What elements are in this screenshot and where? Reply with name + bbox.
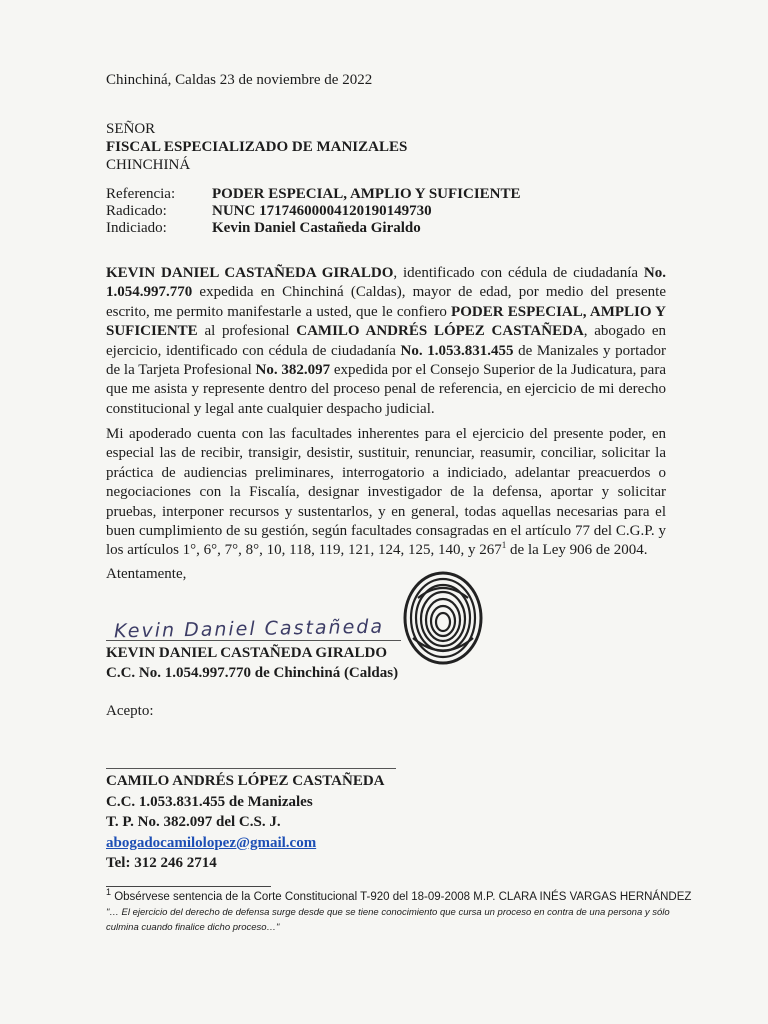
reference-block [106,186,521,237]
paragraph-text: de Manizales y portador de la Tarjeta Profesional [106,342,666,379]
paragraph-text: , identificado con cédula de ciudadanía [393,265,644,281]
closing-text: Atentamente, [106,566,187,582]
paragraph-text: expedida en Chinchiná (Caldas), mayor de edad, por medio del presente escrito, me permito manifestarle a usted, que le confiero [106,284,666,320]
signer-name: KEVIN DANIEL CASTAÑEDA GIRALDO [106,645,388,661]
attorney-card: No. 382.097 [255,362,331,379]
footnote [106,887,702,935]
body-paragraph-1 [106,264,666,419]
indiciado-value: Kevin Daniel Castañeda Giraldo [212,220,421,236]
attorney-full-name: CAMILO ANDRÉS LÓPEZ CASTAÑEDA [106,773,385,789]
grantor-id: No. 1.054.997.770 [106,265,667,301]
reference-label: Referencia: [106,186,176,202]
attorney-phone: Tel: 312 246 2714 [106,855,217,871]
grantor-name: KEVIN DANIEL CASTAÑEDA GIRALDO [106,265,394,281]
paragraph-text: al profesional [197,323,297,340]
reference-row [106,186,521,203]
attorney-id: No. 1.053.831.455 [400,342,514,359]
addressee-salutation: SEÑOR [106,121,156,137]
footnote-number: 1 [106,887,112,898]
signer-block [106,643,398,683]
footnote-reference: 1 [501,540,507,551]
addressee-block [106,120,407,174]
radicado-value: NUNC 17174600004120190149730 [212,203,432,219]
paragraph-text: de la Ley 906 de 2004. [506,542,648,559]
paragraph-text: Mi apoderado cuenta con las facultades inherentes para el ejercicio del presente poder, en especial las de recibir, transigir, desistir, sustituir, renunciar, reasumir, conciliar, solicitar la práctica de audiencias preliminares, interrogatorio a indiciado, adelantar preacuerdos o negociaciones con la Fiscalía, designar investigador de la defensa, aportar y solicitar pruebas, interponer recursos y sustentarlos, y en general, todas aquellas necesarias para el buen cumplimiento de su gestión, según facultades consagradas en el artículo 77 del C.G.P. y los artículos 1°, 6°, 7°, 8°, 10, 118, 119, 121, 124, 125, 140, y 267 [106,426,666,559]
reference-value: PODER ESPECIAL, AMPLIO Y SUFICIENTE [212,186,521,202]
attorney-cedula: C.C. 1.053.831.455 de Manizales [106,793,313,810]
acceptance-label: Acepto: [106,703,154,719]
handwritten-signature: Kevin Daniel Castañeda [113,615,385,643]
body-paragraph-2 [106,425,666,561]
radicado-label: Radicado: [106,203,167,219]
addressee-title: FISCAL ESPECIALIZADO DE MANIZALES [106,139,408,155]
addressee-city: CHINCHINÁ [106,157,191,173]
date-line: Chinchiná, Caldas 23 de noviembre de 2022 [106,72,373,88]
fingerprint-image [398,568,488,668]
paragraph-text: , abogado en ejercicio, identificado con cédula de ciudadanía [106,323,667,359]
indiciado-row [106,220,521,237]
acceptance-signature-line [106,768,396,769]
paragraph-text: expedida por el Consejo Superior de la Judicatura, para que me asista y represente dentro del proceso penal de referencia, en ejercicio de mi derecho constitucional y legal ante cualquier despacho judicial. [106,362,666,417]
attorney-email-link[interactable]: abogadocamilolopez@gmail.com [106,834,317,851]
power-type: PODER ESPECIAL, AMPLIO Y SUFICIENTE [106,303,666,340]
attorney-professional-card: T. P. No. 382.097 del C.S. J. [106,814,281,830]
footnote-quote: "… El ejercicio del derecho de defensa surge desde que se tiene conocimiento que cursa un proceso en contra de una persona y sólo culmina cuando finalice dicho proceso…" [106,907,670,933]
signature-line [106,640,401,641]
radicado-row [106,203,521,220]
attorney-block [106,771,385,874]
footnote-text: Obsérvese sentencia de la Corte Constitucional T-920 del 18-09-2008 M.P. CLARA INÉS VARGAS HERNÁNDEZ [111,891,692,903]
indiciado-label: Indiciado: [106,220,167,236]
signer-id: C.C. No. 1.054.997.770 de Chinchiná (Caldas) [106,665,399,681]
attorney-name: CAMILO ANDRÉS LÓPEZ CASTAÑEDA [296,323,584,340]
footnote-divider [106,886,271,887]
